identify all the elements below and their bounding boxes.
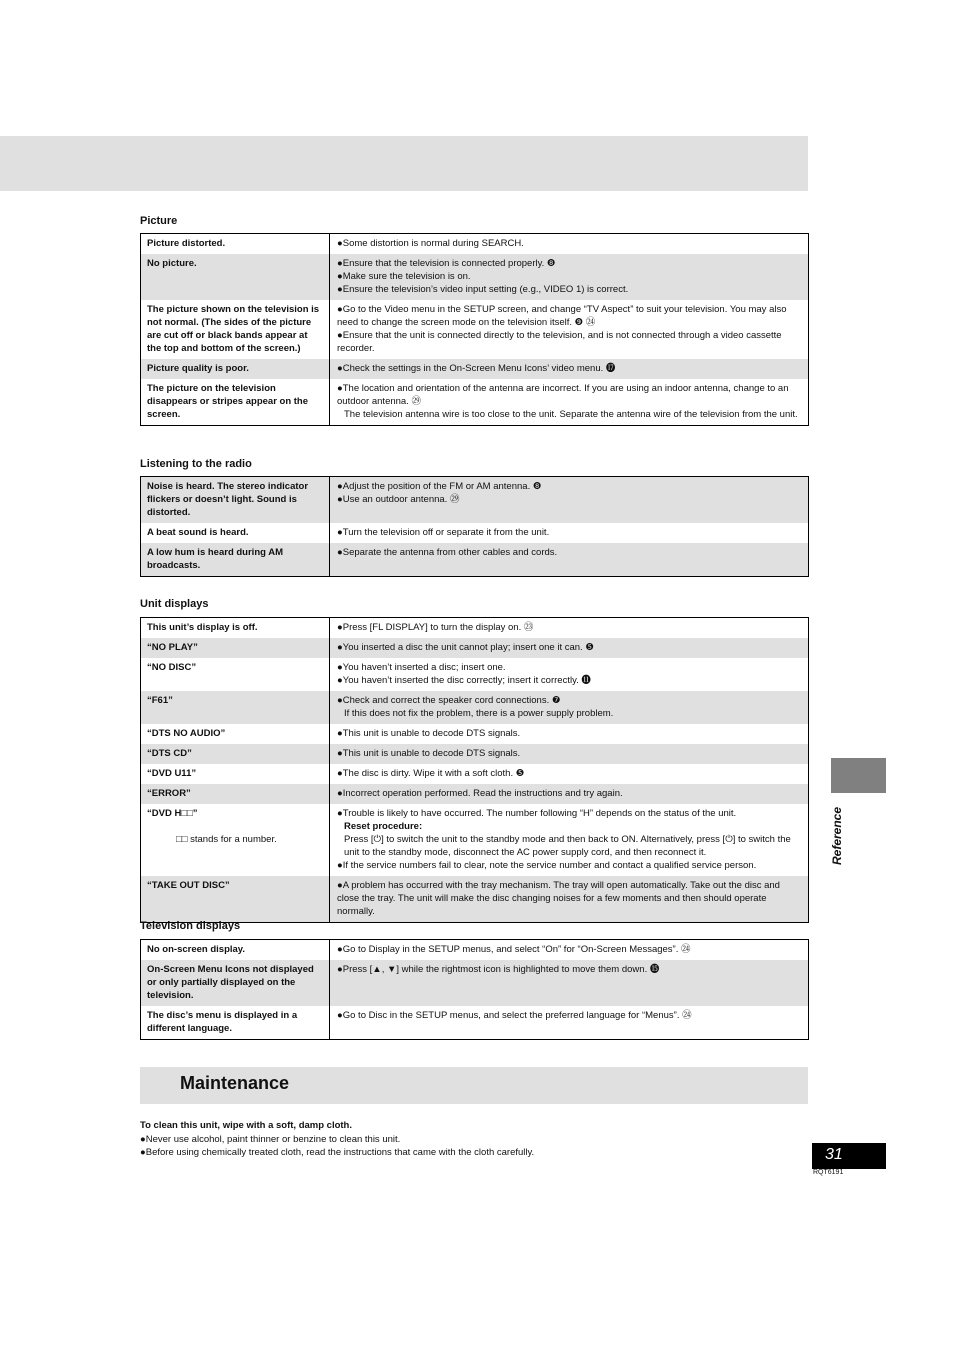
section-title-radio: Listening to the radio — [140, 458, 252, 470]
remedy-line: ●Incorrect operation performed. Read the instructions and try again. — [337, 788, 623, 799]
remedy-line: ●Make sure the television is on. — [337, 271, 471, 282]
remedy-line: ●A problem has occurred with the tray mechanism. The tray will open automatically. Take out the disc and close the tray. The unit will make the disc changing noises for a few moments and then should operate normally. — [337, 880, 780, 917]
header-band — [0, 136, 808, 191]
maintenance-heading: To clean this unit, wipe with a soft, damp cloth. — [140, 1120, 353, 1131]
remedy-line: ●Use an outdoor antenna. ㉙ — [337, 494, 460, 505]
symptom-cell: “TAKE OUT DISC” — [141, 876, 330, 923]
symptom-cell: This unit’s display is off. — [141, 618, 330, 639]
remedy-cell — [330, 784, 809, 804]
remedy-cell — [330, 359, 809, 379]
picture-table — [140, 233, 809, 426]
remedy-line: ●Check the settings in the On-Screen Menu Icons’ video menu. ⓱ — [337, 363, 616, 374]
symptom-cell: Noise is heard. The stereo indicator flickers or doesn’t light. Sound is distorted. — [141, 477, 330, 524]
table-row — [141, 300, 809, 359]
remedy-line: ●Press [FL DISPLAY] to turn the display on. ㉓ — [337, 622, 534, 633]
remedy-line: ●Go to Display in the SETUP menus, and select “On” for “On-Screen Messages”. ㉔ — [337, 944, 691, 955]
table-row — [141, 523, 809, 543]
maintenance-item: ●Never use alcohol, paint thinner or benzine to clean this unit. — [140, 1133, 401, 1145]
remedy-line: If this does not fix the problem, there is a power supply problem. — [344, 708, 614, 719]
symptom-cell: The picture shown on the television is not normal. (The sides of the picture are cut off or black bands appear at the top and bottom of the screen.) — [141, 300, 330, 359]
remedy-cell — [330, 804, 809, 876]
page-number: 31 — [825, 1146, 843, 1163]
symptom-cell: On-Screen Menu Icons not displayed or only partially displayed on the television. — [141, 960, 330, 1006]
side-tab — [831, 758, 886, 793]
symptom-cell: No on-screen display. — [141, 940, 330, 961]
remedy-line: ●You inserted a disc the unit cannot play; insert one it can. ❺ — [337, 642, 594, 653]
table-row — [141, 960, 809, 1006]
maintenance-item: ●Before using chemically treated cloth, read the instructions that came with the cloth carefully. — [140, 1147, 535, 1158]
remedy-cell — [330, 638, 809, 658]
remedy-line: ●Turn the television off or separate it from the unit. — [337, 527, 550, 538]
remedy-line: ●This unit is unable to decode DTS signals. — [337, 748, 521, 759]
remedy-cell — [330, 234, 809, 255]
table-row — [141, 804, 809, 876]
remedy-line: ●Separate the antenna from other cables and cords. — [337, 547, 558, 558]
table-row — [141, 876, 809, 923]
table-row — [141, 359, 809, 379]
table-row — [141, 724, 809, 744]
symptom-cell: “F61” — [141, 691, 330, 724]
remedy-cell — [330, 477, 809, 524]
maintenance-text — [140, 1119, 534, 1160]
remedy-line: ●Press [▲, ▼] while the rightmost icon is highlighted to move them down. ⓯ — [337, 964, 660, 975]
remedy-line: The television antenna wire is too close to the unit. Separate the antenna wire of the television from the unit. — [344, 409, 798, 420]
symptom-cell: Picture quality is poor. — [141, 359, 330, 379]
remedy-cell — [330, 764, 809, 784]
table-row — [141, 784, 809, 804]
remedy-line: ●Some distortion is normal during SEARCH. — [337, 238, 524, 249]
table-row — [141, 764, 809, 784]
remedy-cell — [330, 300, 809, 359]
table-row — [141, 477, 809, 524]
remedy-cell — [330, 618, 809, 639]
remedy-cell — [330, 523, 809, 543]
table-row — [141, 234, 809, 255]
page-number-box — [812, 1143, 886, 1169]
remedy-cell — [330, 658, 809, 691]
table-row — [141, 940, 809, 961]
table-row — [141, 254, 809, 300]
table-row — [141, 618, 809, 639]
symptom-cell: Picture distorted. — [141, 234, 330, 255]
remedy-line: ●Go to Disc in the SETUP menus, and select the preferred language for “Menus”. ㉔ — [337, 1010, 692, 1021]
remedy-line: ●Go to the Video menu in the SETUP screen, and change “TV Aspect” to suit your television. You may also need to change the screen mode on the television itself. ❾ ㉔ — [337, 304, 787, 328]
table-row — [141, 744, 809, 764]
table-row — [141, 658, 809, 691]
remedy-line: ●Check and correct the speaker cord connections. ❼ — [337, 695, 561, 706]
symptom-cell: “NO DISC” — [141, 658, 330, 691]
remedy-cell — [330, 254, 809, 300]
remedy-line: Press [⏻] to switch the unit to the standby mode and then back to ON. Alternatively, press [⏻] to switch the unit to the standby mode, disconnect the AC power supply cord, and then reconnect it. — [344, 834, 791, 858]
table-row — [141, 379, 809, 426]
section-title-unit-displays: Unit displays — [140, 598, 209, 610]
remedy-cell — [330, 940, 809, 961]
remedy-cell — [330, 744, 809, 764]
tv-displays-table — [140, 939, 809, 1040]
symptom-cell: No picture. — [141, 254, 330, 300]
maintenance-band — [140, 1067, 808, 1104]
remedy-cell — [330, 543, 809, 577]
side-label-reference: Reference — [830, 806, 844, 866]
remedy-line: ●Ensure that the unit is connected directly to the television, and is not connected through a video cassette recorder. — [337, 330, 782, 354]
symptom-cell — [141, 804, 330, 876]
radio-table — [140, 476, 809, 577]
remedy-cell — [330, 724, 809, 744]
remedy-cell — [330, 691, 809, 724]
symptom-cell: A low hum is heard during AM broadcasts. — [141, 543, 330, 577]
remedy-cell — [330, 960, 809, 1006]
symptom-cell: “NO PLAY” — [141, 638, 330, 658]
remedy-cell — [330, 379, 809, 426]
symptom-cell: A beat sound is heard. — [141, 523, 330, 543]
remedy-line: ●This unit is unable to decode DTS signals. — [337, 728, 521, 739]
table-row — [141, 543, 809, 577]
remedy-line: ●The location and orientation of the antenna are incorrect. If you are using an indoor antenna, change to an outdoor antenna. ㉙ — [337, 383, 789, 407]
symptom-cell: The picture on the television disappears or stripes appear on the screen. — [141, 379, 330, 426]
symptom-cell: “DVD U11” — [141, 764, 330, 784]
table-row — [141, 691, 809, 724]
symptom-cell: “DTS CD” — [141, 744, 330, 764]
remedy-line: ●Ensure the television’s video input setting (e.g., VIDEO 1) is correct. — [337, 284, 629, 295]
symptom-note: □□ stands for a number. — [176, 834, 277, 845]
section-title-picture: Picture — [140, 215, 178, 227]
remedy-line: ●You haven’t inserted the disc correctly; insert it correctly. ⓫ — [337, 675, 591, 686]
symptom-cell: “DTS NO AUDIO” — [141, 724, 330, 744]
symptom-text: “DVD H□□” — [147, 808, 198, 819]
remedy-cell — [330, 876, 809, 923]
remedy-line: Reset procedure: — [344, 821, 423, 832]
remedy-line: ●The disc is dirty. Wipe it with a soft cloth. ❺ — [337, 768, 525, 779]
remedy-line: ●Adjust the position of the FM or AM antenna. ❽ — [337, 481, 542, 492]
remedy-line: ●You haven’t inserted a disc; insert one. — [337, 662, 506, 673]
symptom-cell: “ERROR” — [141, 784, 330, 804]
maintenance-title: Maintenance — [180, 1073, 290, 1093]
remedy-line: ●If the service numbers fail to clear, note the service number and contact a qualified service person. — [337, 860, 757, 871]
remedy-line: ●Trouble is likely to have occurred. The number following “H” depends on the status of the unit. — [337, 808, 737, 819]
remedy-line: ●Ensure that the television is connected properly. ❽ — [337, 258, 556, 269]
table-row — [141, 638, 809, 658]
symptom-cell: The disc’s menu is displayed in a different language. — [141, 1006, 330, 1040]
section-title-tv-displays: Television displays — [140, 920, 241, 932]
document-code: RQT6191 — [813, 1169, 844, 1176]
remedy-cell — [330, 1006, 809, 1040]
table-row — [141, 1006, 809, 1040]
unit-displays-table — [140, 617, 809, 923]
